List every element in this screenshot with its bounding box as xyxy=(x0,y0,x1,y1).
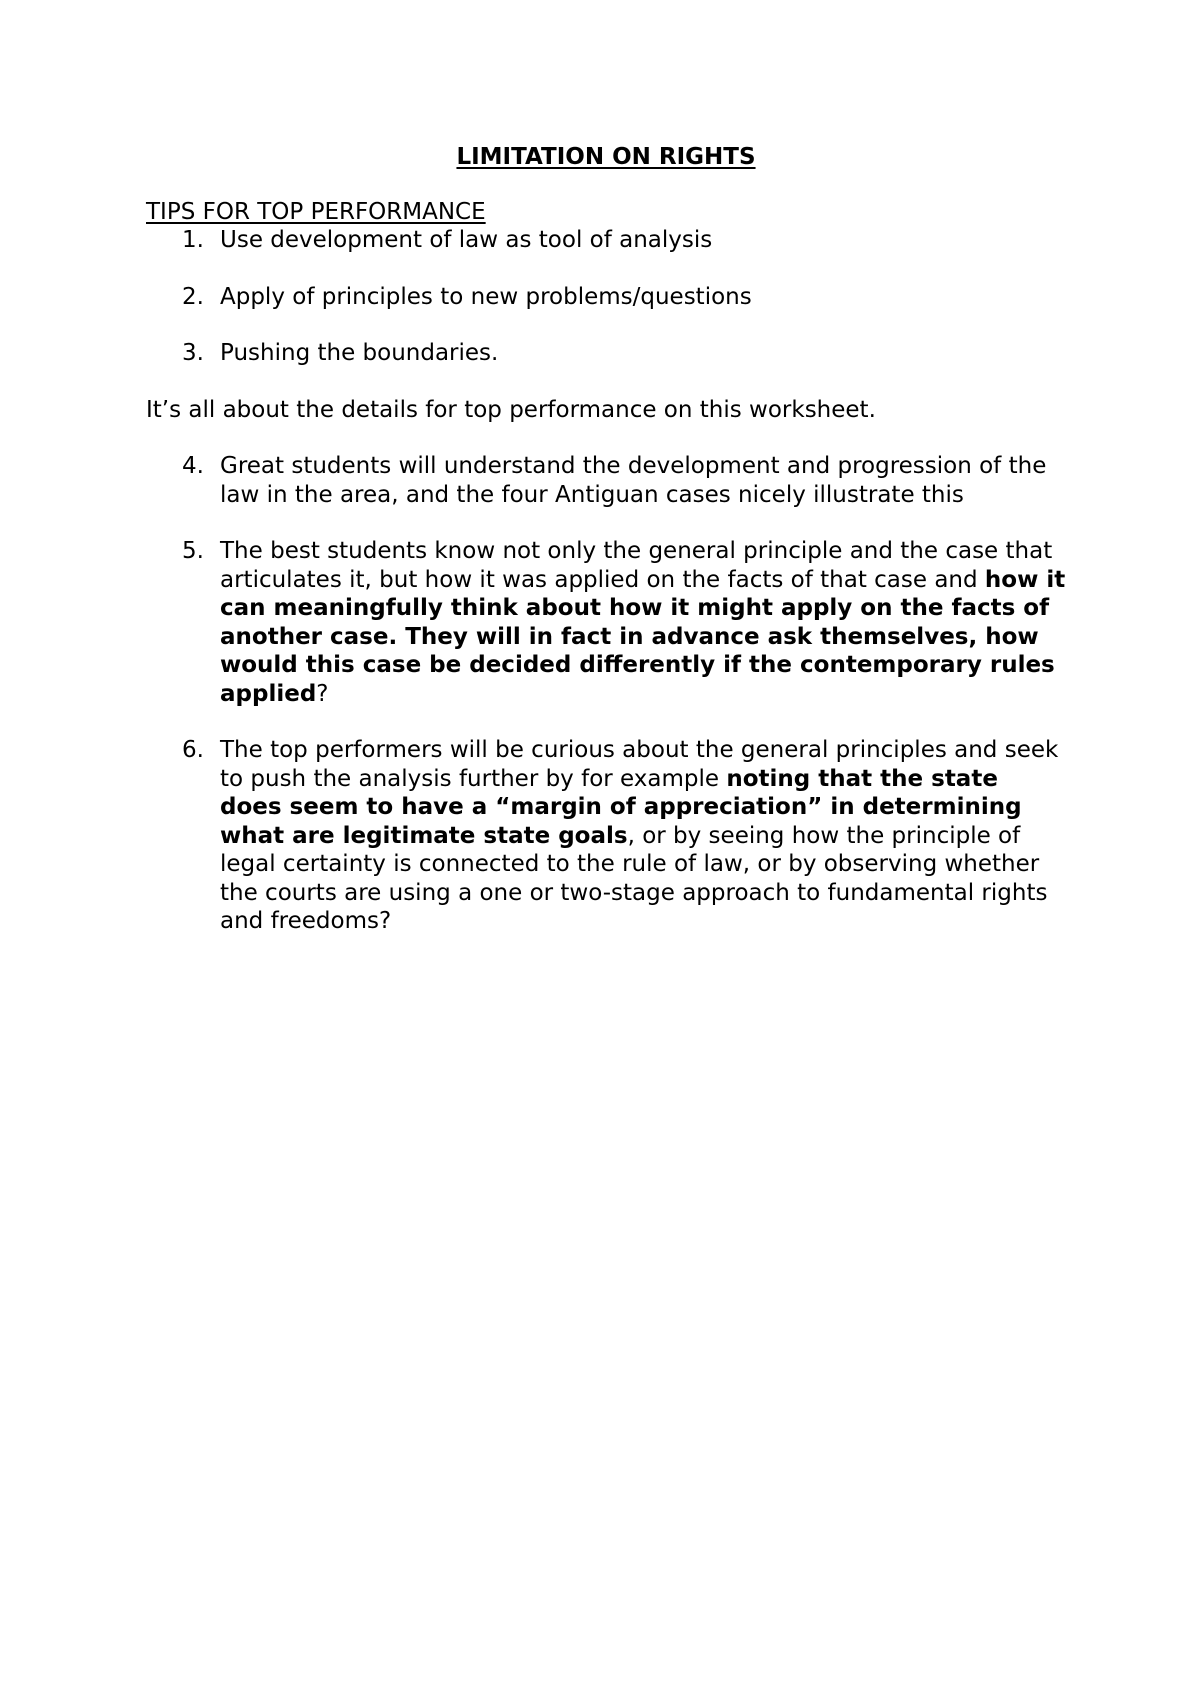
list-text: Use development of law as tool of analysis xyxy=(220,227,713,253)
list-number: 1. xyxy=(182,227,204,253)
section-heading: TIPS FOR TOP PERFORMANCE xyxy=(146,198,486,225)
list-text: Apply of principles to new problems/questions xyxy=(220,283,752,310)
list-text-bold: noting that the state does seem to have a “margin of appreciation” in determining what are legitimate state goals xyxy=(220,765,1022,849)
list-text-bold: how it can meaningfully think about how it might apply on the facts of another case. They will in fact in advance ask themselves, how would this case be decided differently if the contemporary rules applied xyxy=(220,566,1066,707)
list-number: 4. xyxy=(182,453,204,479)
list-number: 3. xyxy=(182,340,204,366)
list-item-6 xyxy=(146,736,1066,936)
list-text-end: ? xyxy=(316,680,329,707)
list-item-4 xyxy=(146,452,1066,509)
list-text-plain: The top performers will be curious about the general principles and seek to push the analysis further by for example xyxy=(220,737,1059,792)
list-number: 5. xyxy=(182,538,204,564)
document-title: LIMITATION ON RIGHTS xyxy=(456,144,756,170)
list-item-2 xyxy=(146,283,1066,312)
list-item-5 xyxy=(146,537,1066,708)
list-number: 6. xyxy=(182,737,204,763)
list-text xyxy=(220,538,1065,707)
document-body xyxy=(146,143,1066,936)
list-item-3 xyxy=(146,339,1066,368)
list-text xyxy=(220,737,1058,934)
list-text: Great students will understand the development and progression of the law in the area, and the four Antiguan cases nicely illustrate this xyxy=(220,453,1047,508)
list-item-1 xyxy=(146,226,1066,255)
list-text-end: , or by seeing how the principle of legal certainty is connected to the rule of law, or by observing whether the courts are using a one or two-stage approach to fundamental rights and freedoms? xyxy=(220,822,1048,934)
body-paragraph: It’s all about the details for top performance on this worksheet. xyxy=(146,396,876,423)
list-text-plain: The best students know not only the general principle and the case that articulates it, but how it was applied on the facts of that case and xyxy=(220,538,1053,593)
list-text: Pushing the boundaries. xyxy=(220,340,499,366)
list-number: 2. xyxy=(182,283,204,310)
